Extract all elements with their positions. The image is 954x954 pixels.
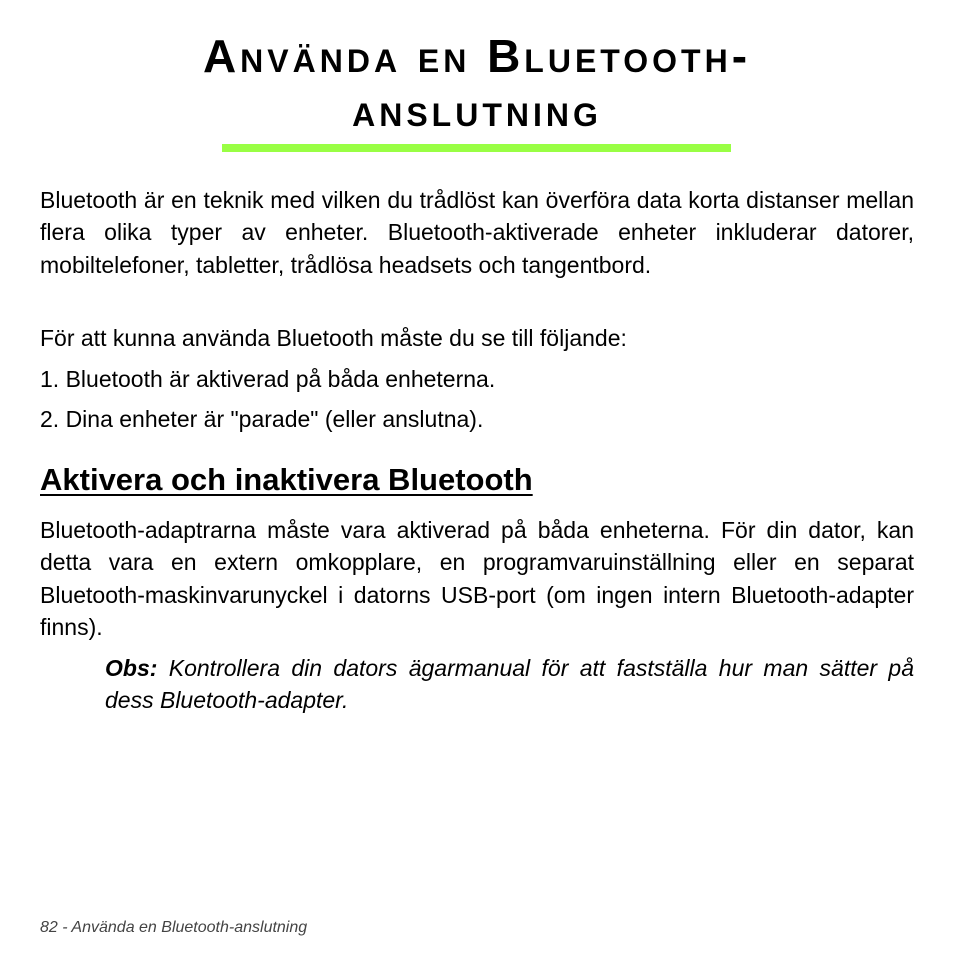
page-footer: 82 - Använda en Bluetooth-anslutning (40, 919, 308, 936)
note-text: Kontrollera din dators ägarmanual för att fastställa hur man sätter på dess Bluetooth-adapter. (105, 655, 914, 714)
requirement-item-2: 2. Dina enheter är "parade" (eller anslutna). (40, 406, 484, 432)
note-label: Obs: (105, 655, 158, 681)
requirements-intro: För att kunna använda Bluetooth måste du se till följande: (40, 325, 627, 351)
page-title-line-2: anslutning (352, 84, 602, 136)
title-underline-rule (222, 144, 731, 152)
page-title-line-1: Använda en Bluetooth- (202, 30, 752, 82)
note (105, 652, 914, 717)
intro-paragraph: Bluetooth är en teknik med vilken du trådlöst kan överföra data korta distanser mellan flera olika typer av enheter. Bluetooth-aktiverade enheter inkluderar datorer, mobiltelefoner, tabletter, trådlösa headsets och tangentbord. (40, 187, 914, 278)
section-paragraph: Bluetooth-adaptrarna måste vara aktiverad på båda enheterna. För din dator, kan detta vara en extern omkopplare, en programvaruinställning eller en separat Bluetooth-maskinvarunyckel i datorns USB-port (om ingen intern Bluetooth-adapter finns). (40, 517, 914, 641)
section-heading: Aktivera och inaktivera Bluetooth (40, 462, 533, 497)
requirement-item-1: 1. Bluetooth är aktiverad på båda enheterna. (40, 366, 496, 392)
